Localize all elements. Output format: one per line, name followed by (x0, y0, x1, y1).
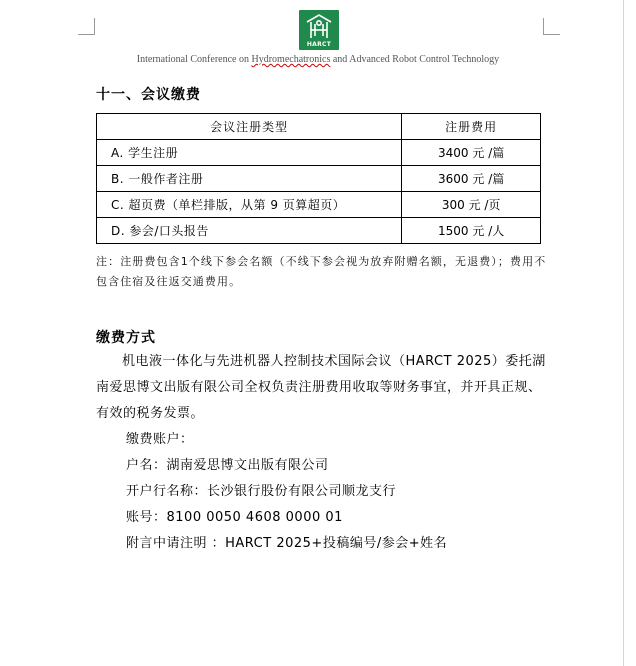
harct-logo (299, 10, 339, 50)
header-underlined-word: Hydromechatronics (251, 54, 331, 65)
table-row (97, 140, 541, 166)
account-number: 账号：8100 0050 4608 0000 01 (126, 510, 343, 525)
payment-remark: 附言中请注明 ：HARCT 2025+投稿编号/参会+姓名 (126, 536, 448, 551)
header-prefix: International Conference on (136, 54, 252, 65)
logo-text: HARCT (306, 41, 332, 48)
header-suffix: and Advanced Robot Control Technology (330, 54, 500, 65)
table-header-row (97, 114, 541, 140)
payment-paragraph: 机电液一体化与先进机器人控制技术国际会议（HARCT 2025）委托湖南爱思博文出版有限公司全权负责注册费用收取等财务事宜，并开具正规、有效的税务发票。 (96, 354, 546, 421)
table-row (97, 166, 541, 192)
account-name: 户名：湖南爱思博文出版有限公司 (126, 458, 329, 473)
table-cell-fee: 1500 元 /人 (402, 218, 541, 244)
table-header-fee: 注册费用 (402, 114, 541, 140)
table-cell-type: D. 参会/口头报告 (97, 218, 402, 244)
table-row (97, 218, 541, 244)
page-corner-mark-top-left (78, 18, 95, 35)
table-cell-type: B. 一般作者注册 (97, 166, 402, 192)
account-label: 缴费账户： (126, 432, 194, 447)
fees-section-title: 十一、会议缴费 (96, 87, 201, 103)
bank-name: 开户行名称：长沙银行股份有限公司顺龙支行 (126, 484, 397, 499)
table-cell-fee: 3600 元 /篇 (402, 166, 541, 192)
fees-note: 注：注册费包含1个线下参会名额（不线下参会视为放弃附赠名额，无退费）；费用不包含住宿及往返交通费用。 (96, 255, 547, 288)
table-cell-fee: 3400 元 /篇 (402, 140, 541, 166)
fees-table (96, 113, 541, 244)
table-cell-type: C. 超页费（单栏排版，从第 9 页算超页） (97, 192, 402, 218)
payment-section-title: 缴费方式 (96, 330, 156, 346)
table-cell-fee: 300 元 /页 (402, 192, 541, 218)
running-header (0, 54, 636, 65)
table-row (97, 192, 541, 218)
table-cell-type: A. 学生注册 (97, 140, 402, 166)
page-edge (623, 0, 624, 666)
page-corner-mark-top-right (543, 18, 560, 35)
table-header-type: 会议注册类型 (97, 114, 402, 140)
